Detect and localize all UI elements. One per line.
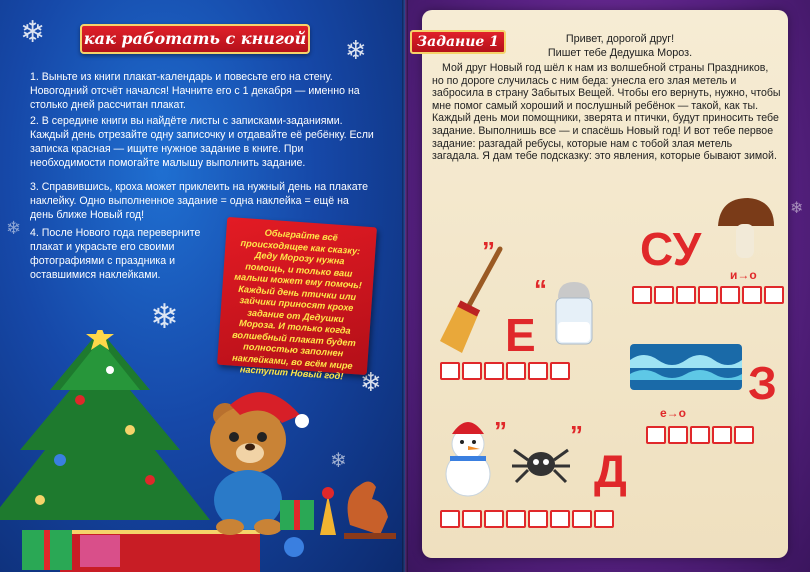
snowflake-icon: ❄	[345, 36, 367, 66]
answer-boxes[interactable]	[646, 426, 754, 444]
letter-box[interactable]	[742, 286, 762, 304]
quote-mark: “	[534, 274, 547, 304]
letter-text	[432, 62, 782, 163]
rebus-letter: Д	[594, 445, 627, 497]
letter-box[interactable]	[572, 510, 592, 528]
greeting-line: Пишет тебе Дедушка Мороз.	[547, 47, 693, 59]
letter-box[interactable]	[654, 286, 674, 304]
quote-mark: ”	[482, 236, 495, 266]
tip-note-text: Обыграйте всё происходящее как сказку: Деду Морозу нужна помощь, и только ваш малыш может ему помочь! Каждый день птички или зайчики приносят крохе задание от Дедушки Мороза. И только когда волшебный плакат будет полностью заполнен наклейками, во всём мире наступит Новый год!	[231, 227, 363, 382]
letter-box[interactable]	[764, 286, 784, 304]
letter-box[interactable]	[712, 426, 732, 444]
letter-box[interactable]	[484, 510, 504, 528]
quote-mark: ”	[494, 416, 507, 446]
rebus-letter: Е	[505, 309, 536, 361]
rebus-letter: СУ	[640, 223, 702, 275]
instruction-text: 1. Выньте из книги плакат-календарь и повесьте его на стену. Новогодний отсчёт начался! Начните его с 1 декабря — именно на столько дней рассчитан плакат.	[30, 71, 360, 111]
instruction-text: 3. Справившись, кроха может приклеить на нужный день на плакате наклейку. Одно выполненное задание = одна наклейка = ещё на день ближе Новый год!	[30, 181, 369, 221]
letter-box[interactable]	[676, 286, 696, 304]
broom-icon	[440, 245, 510, 355]
snowman-icon	[440, 416, 496, 498]
instruction-text: 2. В середине книги вы найдёте листы с записками-заданиями. Каждый день отрезайте одну записочку и отдавайте её ребёнку. Если записка красная — ищите нужное задание в книге. При необходимости помогайте малышу выполнить задание.	[30, 115, 374, 169]
letter-box[interactable]	[734, 426, 754, 444]
letter-box[interactable]	[632, 286, 652, 304]
letter-box[interactable]	[528, 362, 548, 380]
instruction-4	[30, 226, 210, 282]
snowflake-icon: ❄	[790, 198, 804, 217]
letter-box[interactable]	[594, 510, 614, 528]
letter-box[interactable]	[506, 362, 526, 380]
letter-box[interactable]	[668, 426, 688, 444]
rebus-letter: З	[748, 357, 777, 409]
letter-box[interactable]	[440, 510, 460, 528]
answer-boxes[interactable]	[632, 286, 784, 304]
quote-mark: ”	[570, 420, 583, 450]
salt-shaker-icon	[552, 278, 596, 348]
letter-box[interactable]	[698, 286, 718, 304]
heading-text: как работать с книгой	[83, 29, 307, 48]
letter-swap-hint: е→о	[660, 406, 687, 420]
letter-box[interactable]	[484, 362, 504, 380]
letter-box[interactable]	[528, 510, 548, 528]
instruction-3	[30, 180, 375, 222]
snowflake-icon: ❄	[330, 448, 347, 472]
letter-box[interactable]	[506, 510, 526, 528]
snowflake-icon: ❄	[150, 297, 179, 337]
letter-box[interactable]	[646, 426, 666, 444]
letter-box[interactable]	[462, 510, 482, 528]
answer-boxes[interactable]	[440, 362, 570, 380]
mushroom-icon	[716, 196, 776, 262]
letter-swap-hint: и→о	[730, 268, 757, 282]
sea-waves-icon	[630, 344, 742, 390]
instruction-1	[30, 70, 375, 112]
spider-icon	[510, 436, 572, 488]
instruction-text: 4. После Нового года переверните плакат и украсьте его своими фотографиями с праздника и оставшимися наклейками.	[30, 227, 201, 281]
letter-box[interactable]	[462, 362, 482, 380]
task-label-text: Задание 1	[417, 34, 499, 50]
section-heading	[80, 24, 310, 54]
instruction-2	[30, 114, 375, 170]
letter-paragraph: Мой друг Новый год шёл к нам из волшебной страны Праздников, но по дороге случилась с ним беда: унесла его злая метель и забросила в страну Забытых Вещей. Чтобы его вернуть, нужно, чтобы мне помог самый хороший и послушный ребёнок — такой, как ты. Каждый день мои помощники, зверята и птички, будут приносить тебе задание. Выполнишь все — и спасёшь Новый год! И вот тебе первое задание: разгадай ребусы, которые нам с тобой злая метель загадала. Я дам тебе подсказку: это явления, которые бывают зимой.	[432, 62, 781, 163]
greeting	[520, 32, 720, 60]
snowflake-icon: ❄	[6, 218, 22, 239]
tip-note	[217, 217, 377, 382]
letter-box[interactable]	[720, 286, 740, 304]
letter-box[interactable]	[440, 362, 460, 380]
letter-box[interactable]	[550, 510, 570, 528]
letter-box[interactable]	[550, 362, 570, 380]
answer-boxes[interactable]	[440, 510, 614, 528]
toys-illustration	[280, 455, 405, 565]
snowflake-icon: ❄	[360, 368, 382, 398]
book-spine	[402, 0, 408, 572]
snowflake-icon: ❄	[20, 15, 46, 50]
task-label	[410, 30, 506, 54]
letter-box[interactable]	[690, 426, 710, 444]
greeting-line: Привет, дорогой друг!	[565, 33, 675, 45]
